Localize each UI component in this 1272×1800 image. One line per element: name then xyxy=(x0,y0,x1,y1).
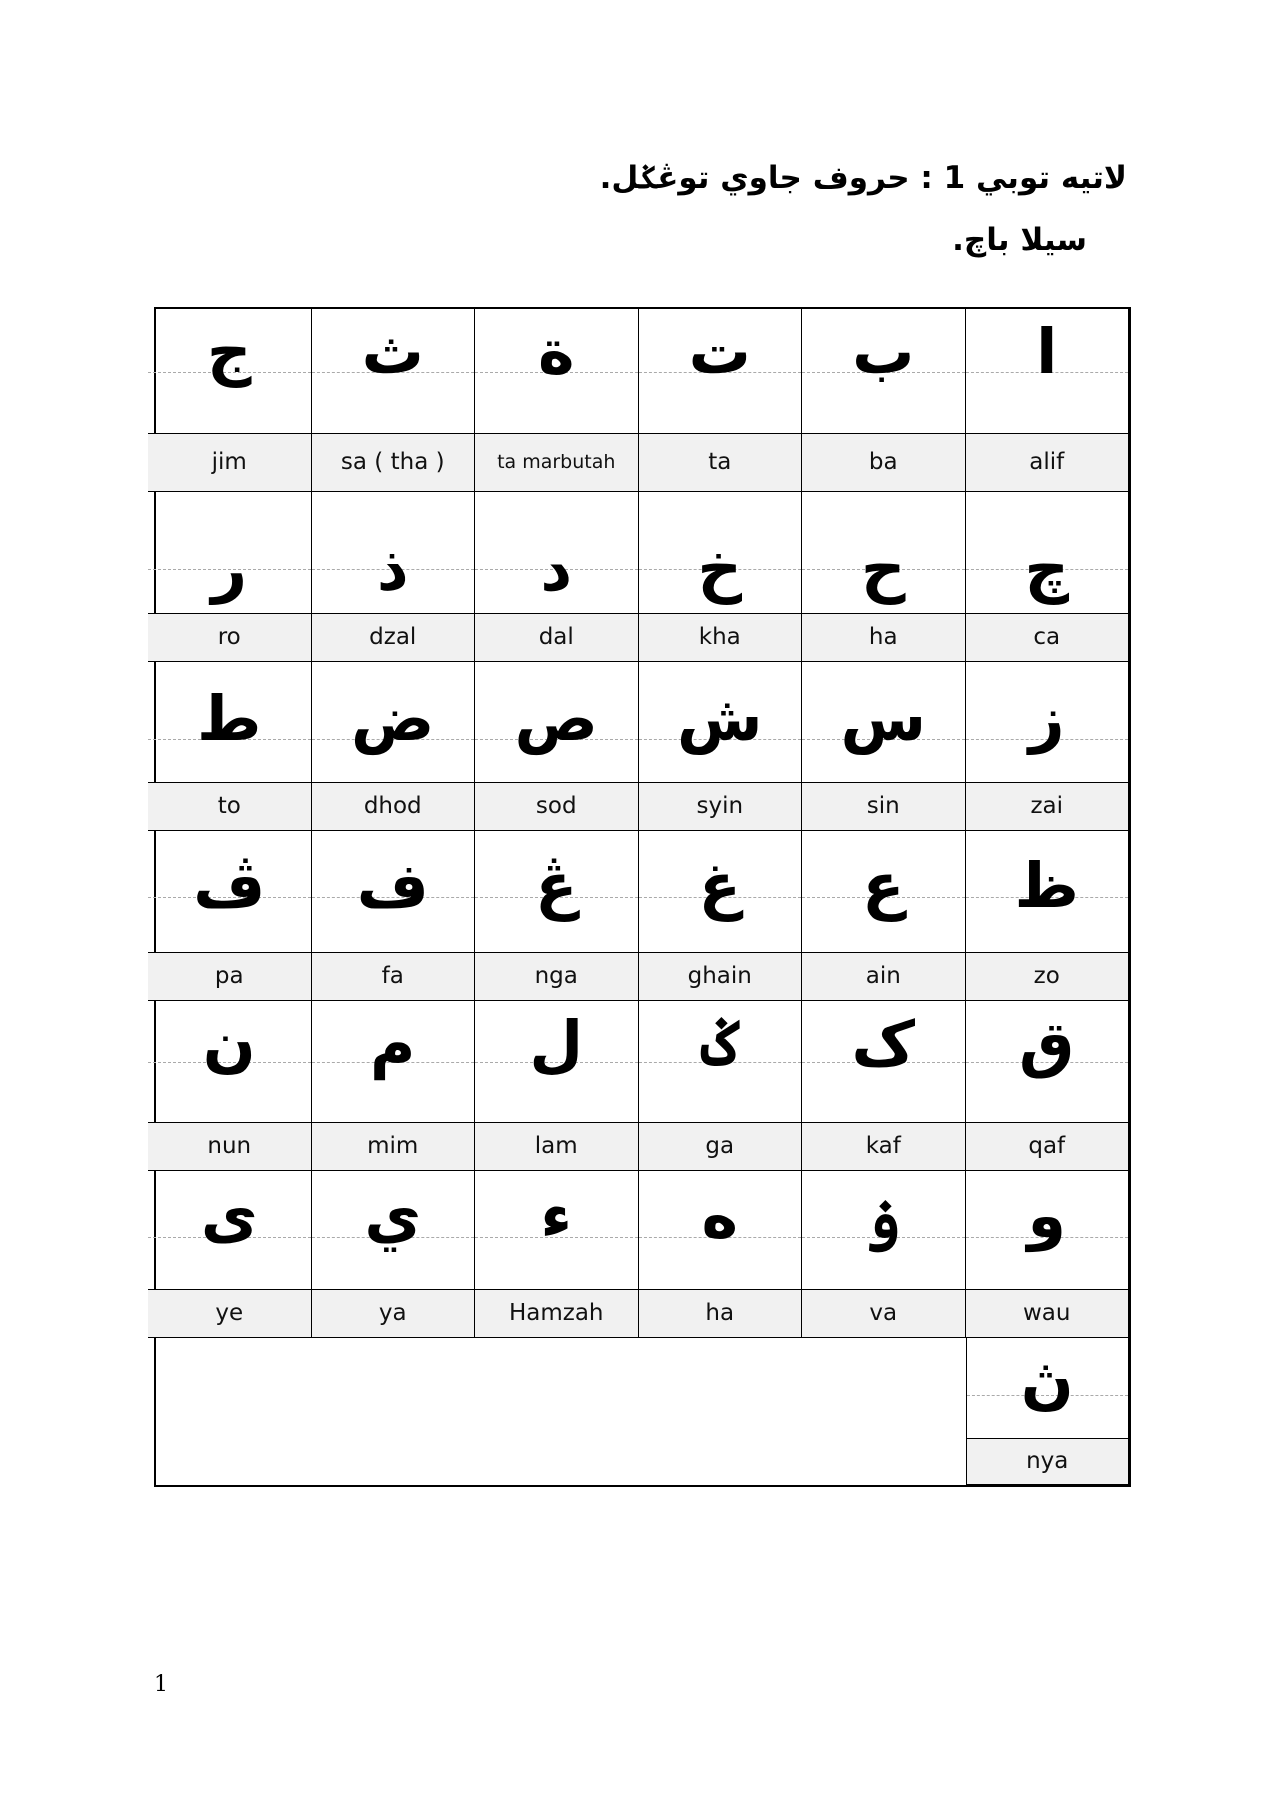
letter-name: sin xyxy=(802,782,965,830)
jawi-letter: ر xyxy=(211,532,248,605)
letter-cell xyxy=(475,1171,639,1338)
letter-name: ta marbutah xyxy=(475,433,638,491)
letter-area xyxy=(966,1001,1129,1124)
letter-name: dzal xyxy=(312,613,475,661)
letter-cell xyxy=(312,1171,476,1338)
jawi-letter: م xyxy=(370,1007,416,1080)
jawi-letter: ظ xyxy=(1014,849,1079,922)
jawi-letter: ع xyxy=(862,849,905,922)
letter-cell xyxy=(639,1171,803,1338)
letter-cell xyxy=(802,309,966,492)
jawi-letter: ج xyxy=(206,315,252,388)
letter-cell xyxy=(966,831,1130,1001)
letter-cell xyxy=(802,1001,966,1171)
letter-area xyxy=(639,492,802,615)
letter-area xyxy=(802,492,965,615)
letter-cell xyxy=(312,492,476,662)
letter-name: mim xyxy=(312,1122,475,1170)
letter-area xyxy=(148,831,311,954)
letter-cell xyxy=(966,1171,1130,1338)
jawi-letter: ي xyxy=(364,1179,422,1252)
letter-name: alif xyxy=(966,433,1129,491)
letter-area xyxy=(802,1171,965,1291)
letter-area xyxy=(966,831,1129,954)
letter-name: ha xyxy=(639,1289,802,1337)
letter-area xyxy=(966,1171,1129,1291)
jawi-letter: ڤ xyxy=(193,849,266,922)
letter-name: nya xyxy=(967,1438,1129,1484)
instruction-text: سيلا باچ. xyxy=(952,222,1087,258)
letter-area xyxy=(802,662,965,784)
jawi-letter: ن xyxy=(202,1007,256,1080)
letter-name: dhod xyxy=(312,782,475,830)
jawi-letter: ف xyxy=(356,849,429,922)
letter-area xyxy=(967,1338,1129,1440)
letter-name: nun xyxy=(148,1122,311,1170)
letter-cell xyxy=(312,309,476,492)
jawi-letter: ب xyxy=(852,315,915,388)
letter-cell xyxy=(148,492,312,662)
worksheet-heading xyxy=(427,158,1127,260)
letter-area xyxy=(802,831,965,954)
letter-area xyxy=(475,662,638,784)
page-number: 1 xyxy=(154,1672,168,1697)
jawi-letter: ذ xyxy=(376,532,409,605)
jawi-letter: ق xyxy=(1019,1007,1075,1080)
letter-name: fa xyxy=(312,952,475,1000)
letter-area xyxy=(639,309,802,435)
letter-cell xyxy=(148,309,312,492)
jawi-letter: چ xyxy=(1024,532,1070,605)
jawi-letter: غ xyxy=(698,849,741,922)
letter-cell xyxy=(802,492,966,662)
jawi-letter: ش xyxy=(676,682,763,755)
letter-name: to xyxy=(148,782,311,830)
letter-area xyxy=(312,309,475,435)
letter-name: ga xyxy=(639,1122,802,1170)
letter-cell xyxy=(475,492,639,662)
letter-cell xyxy=(802,662,966,831)
letter-name: kha xyxy=(639,613,802,661)
letter-cell xyxy=(966,309,1130,492)
letter-area xyxy=(966,309,1129,435)
jawi-letter: خ xyxy=(697,532,743,605)
jawi-letter: ز xyxy=(1028,682,1065,755)
letter-name: Hamzah xyxy=(475,1289,638,1337)
jawi-letter: ل xyxy=(529,1007,584,1080)
letter-area xyxy=(148,1001,311,1124)
letter-name: ca xyxy=(966,613,1129,661)
jawi-letter: ݢ xyxy=(701,1007,738,1080)
jawi-letter: ه xyxy=(701,1179,739,1252)
letter-cell xyxy=(639,831,803,1001)
letter-cell xyxy=(148,1001,312,1171)
letter-area xyxy=(475,1001,638,1124)
letter-area xyxy=(639,831,802,954)
letter-name: pa xyxy=(148,952,311,1000)
letter-name: wau xyxy=(966,1289,1129,1337)
letter-name: zo xyxy=(966,952,1129,1000)
letter-cell xyxy=(639,309,803,492)
letter-area xyxy=(148,309,311,435)
letter-name: ba xyxy=(802,433,965,491)
jawi-letter: و xyxy=(1027,1179,1067,1252)
letter-name: ghain xyxy=(639,952,802,1000)
jawi-letter: ص xyxy=(514,682,598,755)
letter-cell xyxy=(639,1001,803,1171)
letter-cell xyxy=(639,662,803,831)
jawi-letter: ۏ xyxy=(865,1179,902,1252)
letter-name: dal xyxy=(475,613,638,661)
letter-name: jim xyxy=(148,433,311,491)
letter-area xyxy=(966,492,1129,615)
letter-area xyxy=(312,1001,475,1124)
letter-cell xyxy=(312,1001,476,1171)
letter-cell xyxy=(148,831,312,1001)
letter-name: va xyxy=(802,1289,965,1337)
jawi-letter: د xyxy=(540,532,573,605)
jawi-letter: ء xyxy=(540,1179,573,1252)
letter-area xyxy=(148,662,311,784)
letter-cell xyxy=(802,831,966,1001)
letter-area xyxy=(802,1001,965,1124)
letter-name: sa ( tha ) xyxy=(312,433,475,491)
letter-cell xyxy=(312,831,476,1001)
letter-area xyxy=(312,1171,475,1291)
letter-area xyxy=(312,662,475,784)
jawi-letter: ک xyxy=(851,1007,915,1080)
letter-cell xyxy=(802,1171,966,1338)
letter-cell xyxy=(966,1338,1130,1485)
letter-cell xyxy=(966,1001,1130,1171)
letter-area xyxy=(475,1171,638,1291)
jawi-letter: ڽ xyxy=(1020,1344,1074,1417)
letter-cell xyxy=(475,1001,639,1171)
exercise-title: لاتيه توبي 1 : حروف جاوي توڠݢل. xyxy=(599,160,1127,196)
jawi-letter: ت xyxy=(688,315,751,388)
letter-cell xyxy=(475,662,639,831)
letter-area xyxy=(148,492,311,615)
letter-area xyxy=(475,831,638,954)
letter-name: ye xyxy=(148,1289,311,1337)
letter-area xyxy=(802,309,965,435)
letter-name: ya xyxy=(312,1289,475,1337)
letter-name: zai xyxy=(966,782,1129,830)
jawi-letter: ة xyxy=(537,315,575,388)
jawi-letter: ى xyxy=(200,1179,258,1252)
jawi-letter: س xyxy=(840,682,927,755)
letter-cell xyxy=(475,831,639,1001)
letter-cell xyxy=(312,662,476,831)
jawi-letter: ڠ xyxy=(535,849,578,922)
letter-area xyxy=(312,831,475,954)
letter-cell xyxy=(475,309,639,492)
letter-name: ta xyxy=(639,433,802,491)
letter-name: ain xyxy=(802,952,965,1000)
letter-area xyxy=(639,662,802,784)
letter-name: sod xyxy=(475,782,638,830)
letter-area xyxy=(639,1171,802,1291)
letter-cell xyxy=(148,1171,312,1338)
jawi-letter: ث xyxy=(361,315,424,388)
letter-area xyxy=(639,1001,802,1124)
letter-area xyxy=(148,1171,311,1291)
letter-name: lam xyxy=(475,1122,638,1170)
jawi-letter: ط xyxy=(197,682,262,755)
letter-cell xyxy=(966,662,1130,831)
letter-cell xyxy=(966,492,1130,662)
letter-area xyxy=(966,662,1129,784)
letter-name: qaf xyxy=(966,1122,1129,1170)
letter-area xyxy=(475,492,638,615)
jawi-letter-table xyxy=(154,307,1131,1487)
jawi-letter: ا xyxy=(1036,315,1058,388)
letter-cell xyxy=(639,492,803,662)
jawi-letter: ح xyxy=(860,532,906,605)
letter-name: ro xyxy=(148,613,311,661)
letter-name: ha xyxy=(802,613,965,661)
letter-area xyxy=(312,492,475,615)
letter-name: syin xyxy=(639,782,802,830)
letter-area xyxy=(475,309,638,435)
letter-name: nga xyxy=(475,952,638,1000)
letter-name: kaf xyxy=(802,1122,965,1170)
jawi-letter: ض xyxy=(351,682,435,755)
letter-cell xyxy=(148,662,312,831)
